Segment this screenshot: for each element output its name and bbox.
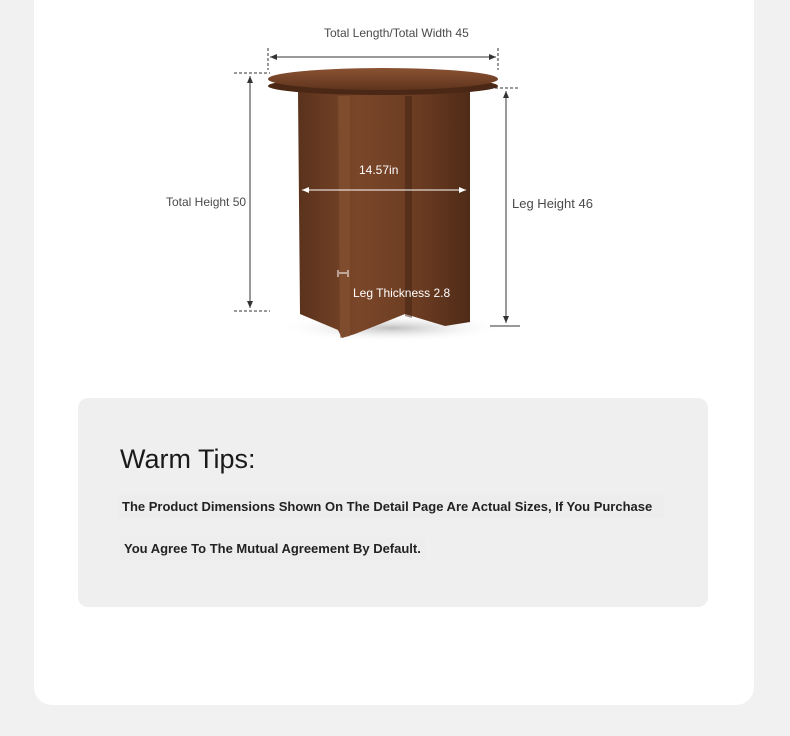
tips-line-2: You Agree To The Mutual Agreement By Default.: [120, 537, 425, 560]
tips-line-1: The Product Dimensions Shown On The Detail Page Are Actual Sizes, If You Purchase: [118, 495, 664, 518]
total-length-width-label: Total Length/Total Width 45: [324, 26, 469, 40]
dimension-diagram: [0, 0, 790, 360]
leg-height-label: Leg Height 46: [512, 196, 593, 211]
inner-width-label: 14.57in: [359, 163, 399, 177]
table-legs: [298, 92, 470, 338]
warm-tips-title: Warm Tips:: [120, 444, 256, 474]
leg-thickness-label: Leg Thickness 2.8: [353, 286, 451, 300]
table-top: [268, 68, 498, 90]
warm-tips-panel: [78, 398, 708, 607]
side-table-image: [0, 0, 790, 360]
total-height-label: Total Height 50: [166, 195, 247, 209]
